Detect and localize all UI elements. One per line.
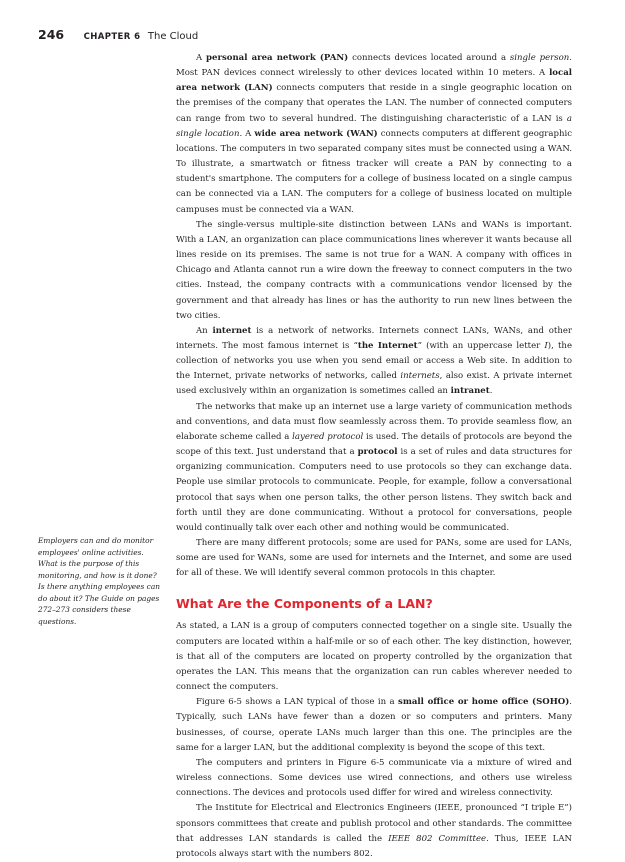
bold-term: personal area network (PAN) [206, 53, 349, 63]
paragraph-protocols: The networks that make up an internet use a large variety of communication methods and conventions, and data must flow seamlessly across them. To provide seamless flow, an elaborate scheme called a layered protocol is used. The details of protocols are beyond the scope of this text. Just understand that a protocol is a set of rules and data structures for organizing communication. Computers need to use protocols so they can exchange data. People use similar protocols to communicate. People, for example, follow a conversational protocol that says when one person talks, the other person listens. They switch back and forth until they are done communicating. Without a protocol for conversations, people would continually talk over each other and nothing would be communicated. [176, 401, 572, 533]
bold-term: protocol [357, 447, 398, 458]
bold-term: wide area network (WAN) [254, 128, 378, 139]
italic-term: layered protocol [292, 431, 364, 442]
paragraph-soho: Figure 6-5 shows a LAN typical of those in a small office or home office (SOHO). Typically, such LANs have fewer than a dozen or so computers and printers. Many businesses, of course, operate LANs much larger than this one. The principles are the same for a larger LAN, but the additional complexity is beyond the scope of this text. [176, 697, 572, 753]
italic-term: internets [400, 371, 440, 382]
paragraph-ieee: The Institute for Electrical and Electronics Engineers (IEEE, pronounced “I triple E”) sponsors committees that create and publish protocol and other standards. The committee that addresses LAN standards is called the IEEE 802 Committee. Thus, IEEE LAN protocols always start with the numbers 802. [176, 803, 572, 859]
chapter-title: The Cloud [147, 31, 199, 42]
paragraph-internet: An internet is a network of networks. Internets connect LANs, WANs, and other internets. The most famous internet is “the Internet” (with an uppercase letter I), the collection of networks you use when you send email or access a Web site. In addition to the Internet, private networks of networks, called internets, also exist. A private internet used exclusively within an organization is sometimes called an intranet. [176, 325, 572, 397]
margin-note: Employers can and do monitor employees' online activities. What is the purpose of this monitoring, and how is it done? Is there anything employees can do about it? The Guide on pages 272–273 considers these questions. [38, 536, 160, 626]
italic-term: I [544, 340, 548, 351]
paragraph-pan-lan-wan: A personal area network (PAN) connects devices located around a single person. Most PAN devices connect wirelessly to other devices located within 10 meters. A local area network (LAN) connects computers that reside in a single geographic location on the premises of the company that operates the LAN. The number of connected computers can range from two to several hundred. The distinguishing characteristic of a LAN is a single location. A wide area network (WAN) connects computers at different geographic locations. The computers in two separated company sites must be connected using a WAN. To illustrate, a smartwatch or fitness tracker will create a PAN by connecting to a student's smartphone. The computers for a college of business located on a single campus can be connected via a LAN. The computers for a college of business located on multiple campuses must be connected via a WAN. [176, 53, 573, 215]
bold-term: intranet [450, 386, 490, 397]
italic-term: IEEE 802 Committee [388, 833, 487, 844]
page-number: 246 [38, 27, 65, 42]
paragraph-many-protocols: There are many different protocols; some are used for PANs, some are used for LANs, some are used for WANs, some are used for internets and the Internet, and some are used for all of these. We will identify several common protocols in this chapter. [176, 538, 572, 579]
italic-term: single person [509, 53, 570, 63]
bold-term: local area network (LAN) [176, 68, 572, 94]
bold-term: small office or home office (SOHO) [398, 697, 570, 708]
main-text-column [176, 51, 572, 862]
paragraph-lan-definition: As stated, a LAN is a group of computers connected together on a single site. Usually the computers are located within a half-mile or so of each other. The key distinction, however, is that all of the computers are located on property controlled by the organization that operates the LAN. This means that the organization can run cables wherever needed to connect the computers. [176, 621, 572, 693]
chapter-label: CHAPTER 6 [83, 32, 141, 42]
paragraph-wired-wireless: The computers and printers in Figure 6-5 communicate via a mixture of wired and wireless connections. Some devices use wired connections, and others use wireless connections. The devices and protocols used differ for wired and wireless connectivity. [176, 757, 572, 799]
paragraph-site-distinction: The single-versus multiple-site distinction between LANs and WANs is important. With a LAN, an organization can place communications lines wherever it wants because all lines reside on its premises. The same is not true for a WAN. A company with offices in Chicago and Atlanta cannot run a wire down the freeway to connect computers in the two cities. Instead, the company contracts with a communications vendor licensed by the government and that already has lines or has the authority to run new lines between the two cities. [176, 219, 573, 321]
italic-term: a single location [176, 113, 572, 139]
page-header [38, 27, 585, 43]
section-heading: What Are the Components of a LAN? [176, 596, 433, 612]
bold-term: internet [212, 325, 252, 336]
bold-term: the Internet [357, 340, 418, 351]
